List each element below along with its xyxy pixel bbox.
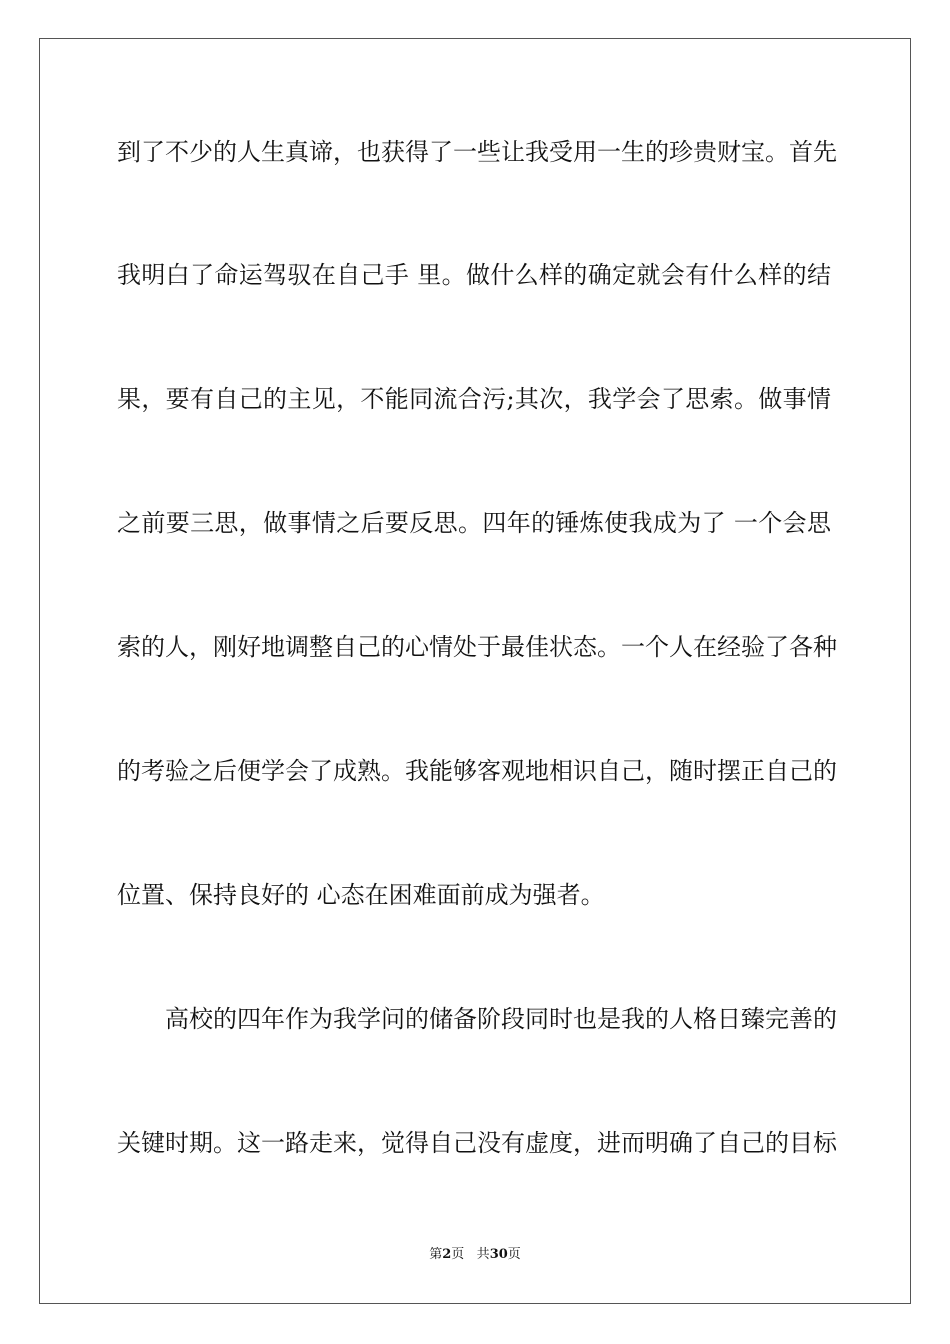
footer-page-prefix: 第 <box>429 1247 443 1262</box>
page-footer <box>0 1247 950 1263</box>
text-line-2: 我明白了命运驾驭在自己手 里。做什么样的确定就会有什么样的结 <box>117 261 831 289</box>
footer-total-suffix: 页 <box>507 1247 521 1262</box>
footer-page-suffix: 页 <box>451 1247 465 1262</box>
text-line-6: 的考验之后便学会了成熟。我能够客观地相识自己，随时摆正自己的 <box>117 757 837 785</box>
text-line-9: 关键时期。这一路走来，觉得自己没有虚度，进而明确了自己的目标 <box>117 1129 837 1157</box>
footer-total-prefix: 共 <box>476 1247 490 1262</box>
text-line-5: 索的人，刚好地调整自己的心情处于最佳状态。一个人在经验了各种 <box>117 633 837 661</box>
page-frame <box>39 38 911 1304</box>
footer-page-number: 2 <box>442 1247 452 1262</box>
text-line-7: 位置、保持良好的 心态在困难面前成为强者。 <box>117 881 605 909</box>
text-line-3: 果，要有自己的主见，不能同流合污;其次，我学会了思索。做事情 <box>117 385 831 413</box>
text-line-4: 之前要三思，做事情之后要反思。四年的锤炼使我成为了 一个会思 <box>117 509 831 537</box>
text-line-1: 到了不少的人生真谛，也获得了一些让我受用一生的珍贵财宝。首先 <box>117 138 837 166</box>
text-line-8: 高校的四年作为我学问的储备阶段同时也是我的人格日臻完善的 <box>165 1005 837 1033</box>
footer-total-pages: 30 <box>489 1247 508 1262</box>
